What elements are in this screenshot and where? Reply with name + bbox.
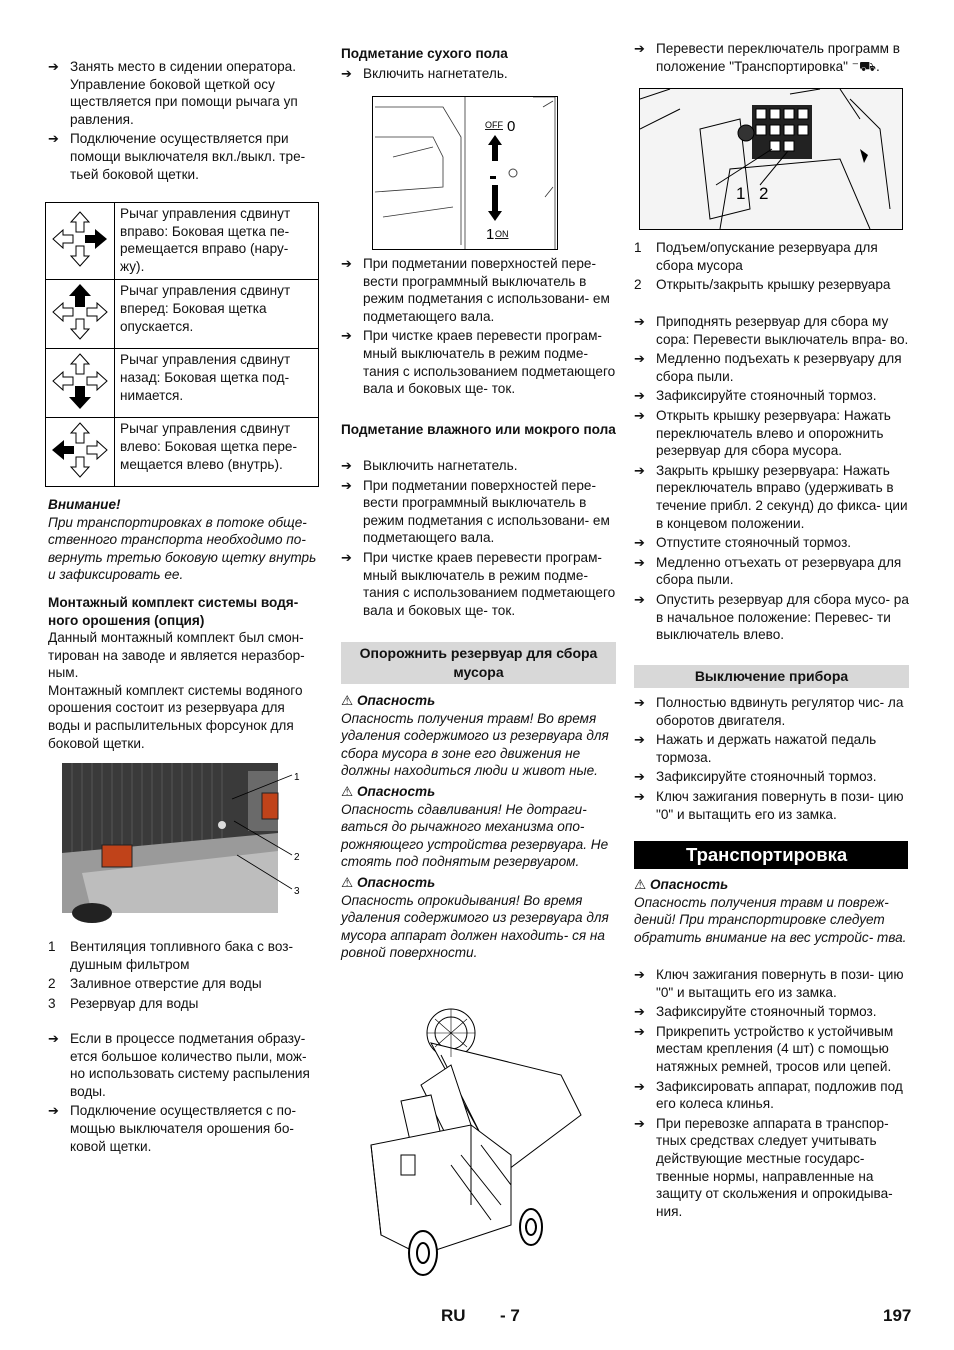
arrow-icon: ➔ bbox=[634, 1023, 645, 1039]
list-item: ➔ Ключ зажигания повернуть в пози- цию "0" и вытащить его из замка. bbox=[634, 967, 904, 1000]
lever-left-icon bbox=[46, 418, 115, 487]
list-item: ➔ При чистке краев перевести програм- мный выключатель в режим подме- тания с использованием подметающего вала и боковых ще- ток. bbox=[341, 549, 616, 618]
water-bullets bbox=[48, 1030, 320, 1157]
switch-zero-label: 0 bbox=[507, 118, 516, 135]
legend-item: 3 Резервуар для воды bbox=[48, 995, 199, 1011]
list-item: ➔ При подметании поверхностей пере- вести программный выключатель в режим подметания с использовани- ем подметающего вала. bbox=[341, 477, 610, 546]
arrow-icon: ➔ bbox=[634, 695, 645, 710]
list-item: ➔ Медленно подъехать к резервуару для сбора пыли. bbox=[634, 351, 902, 384]
arrow-icon: ➔ bbox=[341, 477, 352, 493]
control-panel-figure bbox=[639, 88, 903, 230]
lever-back-icon bbox=[46, 349, 115, 418]
arrow-icon: ➔ bbox=[634, 1004, 645, 1020]
danger-note: ⚠ Опасность Опасность получения травм! Во время удаления содержимого из резервуара для сбора мусора в зоне его движения не должны находиться люди и живот ные. bbox=[341, 693, 609, 779]
section-transport: Транспортировка bbox=[634, 841, 908, 869]
list-item: ➔ Выключить нагнетатель. bbox=[341, 458, 518, 473]
water-heading: Монтажный комплект системы водя- ного орошения (опция) bbox=[48, 595, 299, 628]
list-item: ➔ Полностью вдвинуть регулятор чис- ла оборотов двигателя. bbox=[634, 695, 904, 728]
switch-one-label: 1 bbox=[486, 226, 495, 243]
arrow-icon: ➔ bbox=[341, 458, 352, 473]
list-item: ➔ Приподнять резервуар для сбора му сора: Перевести выключатель впра- во. bbox=[634, 314, 909, 347]
warning-icon: ⚠ bbox=[634, 877, 647, 892]
footer-page-number: 197 bbox=[883, 1306, 912, 1325]
switch-off-label: OFF bbox=[485, 120, 503, 130]
list-item: ➔ При подметании поверхностей пере- вести программный выключатель в режим подметания с использовани- ем подметающего вала. bbox=[341, 256, 610, 324]
transport-mode-step bbox=[634, 40, 909, 77]
list-item: ➔ Если в процессе подметания образу- ется большое количество пыли, мож- но использовать систему распыления воды. bbox=[48, 1031, 310, 1099]
legend-item: 1 Подъем/опускание резервуара для сбора мусора bbox=[634, 240, 878, 273]
list-item: ➔ Подключение осуществляется с по- мощью выключателя орошения бо- ковой щетки. bbox=[48, 1103, 297, 1154]
switch-off-steps bbox=[634, 694, 909, 825]
arrow-icon: ➔ bbox=[634, 407, 645, 423]
list-item: ➔ При чистке краев перевести програм- мный выключатель в режим подме- тания с использованием подметающего вала и боковых ще- ток. bbox=[341, 328, 616, 397]
sweeper-dumping-figure bbox=[361, 1005, 587, 1283]
list-item: ➔ Включить нагнетатель. bbox=[341, 66, 508, 81]
figure-label-2: 2 bbox=[759, 184, 769, 203]
arrow-icon: ➔ bbox=[634, 351, 645, 367]
arrow-icon: ➔ bbox=[634, 388, 645, 404]
warning-icon: ⚠ bbox=[341, 874, 354, 890]
intro-list bbox=[48, 58, 320, 185]
arrow-icon: ➔ bbox=[341, 328, 352, 344]
figure-label-1: 1 bbox=[736, 184, 746, 203]
list-item: ➔ Зафиксируйте стояночный тормоз. bbox=[634, 769, 877, 785]
list-item: ➔ Медленно отъехать от резервуара для сбора пыли. bbox=[634, 554, 902, 588]
arrow-icon: ➔ bbox=[634, 1115, 645, 1131]
arrow-icon: ➔ bbox=[634, 554, 645, 570]
arrow-icon: ➔ bbox=[48, 1103, 59, 1119]
dry-bullets bbox=[341, 255, 616, 400]
wet-heading: Подметание влажного или мокрого пола bbox=[341, 422, 616, 437]
figure-callout-1: 1 bbox=[294, 772, 300, 783]
water-text: Данный монтажный комплект был смон- тирован на заводе и является неразбор- ным. Монтажный комплект системы водяного орошения состоит из резервуара для воды и распылительных форсунок для боковой щетки. bbox=[48, 630, 305, 751]
wet-bullets bbox=[341, 457, 616, 621]
warning-icon: ⚠ bbox=[341, 783, 354, 799]
arrow-icon: ➔ bbox=[341, 256, 352, 271]
figure-callout-3: 3 bbox=[294, 886, 300, 897]
arrow-icon: ➔ bbox=[634, 1078, 645, 1094]
water-legend bbox=[48, 938, 320, 1014]
lever-table bbox=[45, 202, 319, 487]
arrow-icon: ➔ bbox=[634, 535, 645, 551]
list-item: ➔ Ключ зажигания повернуть в пози- цию "0" и вытащить его из замка. bbox=[634, 788, 904, 822]
legend-item: 2 Открыть/закрыть крышку резервуара bbox=[634, 277, 891, 293]
arrow-icon: ➔ bbox=[634, 732, 645, 748]
list-item: ➔ Прикрепить устройство к устойчивым местам крепления (4 шт) с помощью натяжных ремней, тросов или цепей. bbox=[634, 1023, 894, 1074]
arrow-icon: ➔ bbox=[48, 59, 59, 74]
arrow-icon: ➔ bbox=[48, 131, 59, 147]
transport-steps bbox=[634, 966, 909, 1222]
arrow-icon: ➔ bbox=[341, 549, 352, 565]
section-switch-off: Выключение прибора bbox=[634, 665, 909, 688]
table-row: Рычаг управления сдвинут вперед: Боковая щетка опускается. bbox=[46, 280, 319, 349]
table-row: Рычаг управления сдвинут вправо: Боковая щетка пе- ремещается вправо (нару- жу). bbox=[46, 203, 319, 280]
danger-note: ⚠ Опасность Опасность опрокидывания! Во время удаления содержимого из резервуара для мусора аппарат должен находить- ся на ровной поверхности. bbox=[341, 874, 609, 961]
arrow-icon: ➔ bbox=[341, 66, 352, 81]
list-item: ➔ Перевести переключатель программ в положение "Транспортировка" ⁻⛟. bbox=[634, 41, 901, 74]
dry-heading: Подметание сухого пола bbox=[341, 46, 508, 61]
table-row: Рычаг управления сдвинут влево: Боковая щетка пере- мещается влево (внутрь). bbox=[46, 418, 319, 487]
transport-danger: ⚠ Опасность Опасность получения травм и повреж- дений! При транспортировке следует обратить внимание на вес устройс- тва. bbox=[634, 877, 907, 945]
section-empty-container: Опорожнить резервуар для сбора мусора bbox=[341, 642, 616, 684]
list-item: ➔ Зафиксировать аппарат, подложив под его колеса клинья. bbox=[634, 1078, 903, 1112]
list-item: ➔ Зафиксируйте стояночный тормоз. bbox=[634, 1004, 877, 1020]
panel-legend bbox=[634, 239, 909, 296]
empty-steps bbox=[634, 313, 909, 646]
arrow-icon: ➔ bbox=[48, 1031, 59, 1046]
footer-page-local: - 7 bbox=[500, 1306, 520, 1325]
switch-on-label: ON bbox=[495, 229, 509, 239]
arrow-icon: ➔ bbox=[634, 314, 645, 329]
dry-first bbox=[341, 65, 616, 85]
list-item: ➔ Нажать и держать нажатой педаль тормоза. bbox=[634, 732, 877, 765]
lever-forward-icon bbox=[46, 280, 115, 349]
warning-icon: ⚠ bbox=[341, 693, 354, 708]
list-item: ➔ Закрыть крышку резервуара: Нажать переключатель вправо (удерживать в течение прибл. 2 секунд) до фикса- ции в концевом положении. bbox=[634, 462, 908, 531]
attention-note: Внимание! При транспортировках в потоке обще- ственного транспорта необходимо по- вернуть третью боковую щетку внутрь и зафиксировать ее. bbox=[48, 497, 317, 583]
legend-item: 1 Вентиляция топливного бака с воз- душным фильтром bbox=[48, 939, 293, 972]
list-item: ➔ Зафиксируйте стояночный тормоз. bbox=[634, 388, 877, 404]
list-item: ➔ Опустить резервуар для сбора мусо- ра в начальное положение: Перевес- ти выключатель влево. bbox=[634, 591, 909, 643]
list-item: ➔ Подключение осуществляется при помощи выключателя вкл./выкл. тре- тьей боковой щетки. bbox=[48, 131, 306, 182]
legend-item: 2 Заливное отверстие для воды bbox=[48, 976, 262, 992]
water-tank-figure bbox=[62, 763, 312, 927]
transport-symbol-icon: ⁻⛟ bbox=[851, 58, 877, 74]
lever-right-icon bbox=[46, 203, 115, 280]
arrow-icon: ➔ bbox=[634, 967, 645, 982]
figure-callout-2: 2 bbox=[294, 852, 300, 863]
list-item: ➔ При перевозке аппарата в транспор- тных средствах следует учитывать действующие местные государс- твенные нормы, направленные на защиту от скольжения и опрокидыва- ния. bbox=[634, 1115, 893, 1219]
list-item: ➔ Открыть крышку резервуара: Нажать переключатель влево и опорожнить резервуар для сбора мусора. bbox=[634, 407, 891, 459]
footer-language: RU bbox=[441, 1306, 466, 1325]
table-row: Рычаг управления сдвинут назад: Боковая щетка под- нимается. bbox=[46, 349, 319, 418]
program-switch-figure bbox=[372, 96, 558, 250]
arrow-icon: ➔ bbox=[634, 788, 645, 804]
list-item: ➔ Занять место в сидении оператора. Управление боковой щеткой осу ществляется при помощи рычага уп равления. bbox=[48, 59, 298, 127]
danger-note: ⚠ Опасность Опасность сдавливания! Не дотраги- ваться до рычажного механизма опо- рожняющего устройства резервуара. Не стоять под поднятым резервуаром. bbox=[341, 783, 609, 870]
arrow-icon: ➔ bbox=[634, 41, 645, 56]
danger-notes bbox=[341, 692, 616, 962]
arrow-icon: ➔ bbox=[634, 591, 645, 607]
list-item: ➔ Отпустите стояночный тормоз. bbox=[634, 535, 852, 551]
arrow-icon: ➔ bbox=[634, 769, 645, 785]
arrow-icon: ➔ bbox=[634, 462, 645, 478]
